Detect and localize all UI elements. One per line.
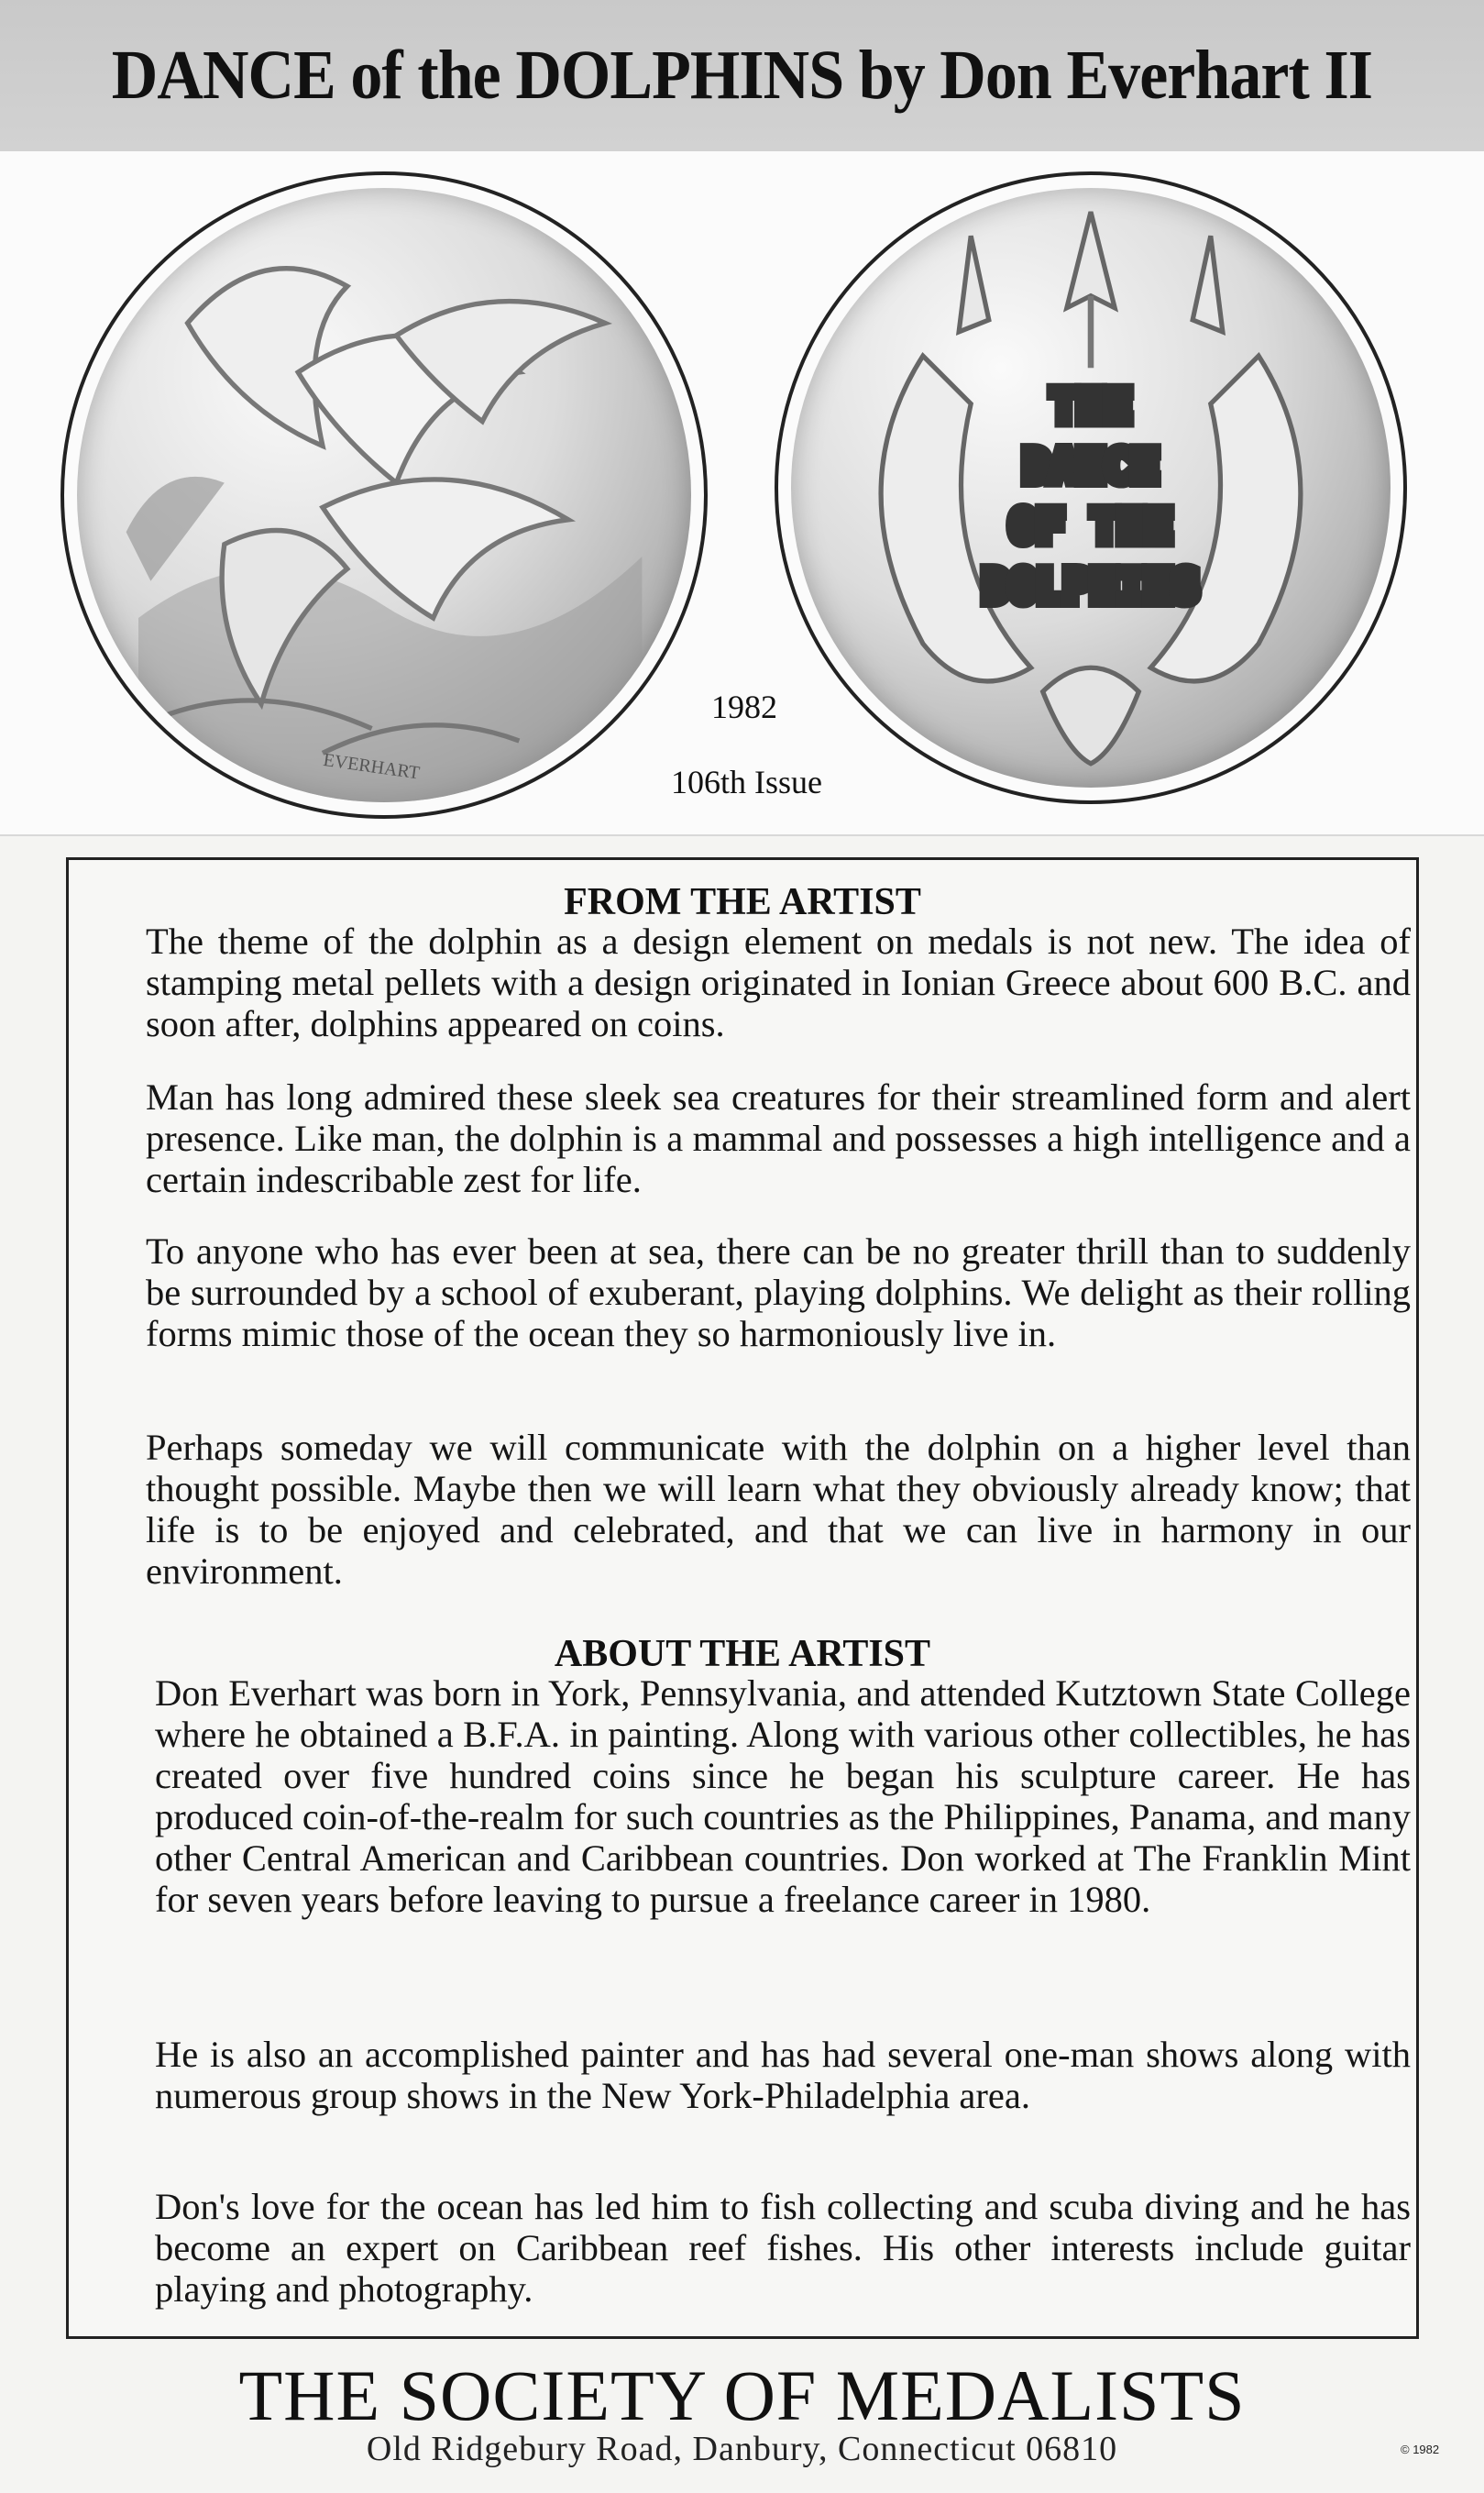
header-band <box>0 0 1484 151</box>
from-artist-paragraph-4: Perhaps someday we will communicate with the dolphin on a higher level than thought possible. Maybe then we will learn what they obviously already know; that life is to be enjoyed and celebrated, and that we can live in harmony in our environment. <box>146 1427 1411 1592</box>
society-address: Old Ridgebury Road, Danbury, Connecticut 06810 <box>366 2430 1118 2468</box>
obverse-medal <box>60 171 708 819</box>
obverse-signature: EVERHART <box>322 749 422 784</box>
trident-dolphins-relief <box>791 188 1391 788</box>
about-artist-paragraph-1: Don Everhart was born in York, Pennsylvania, and attended Kutztown State College where he obtained a B.F.A. in painting. Along with various other collectibles, he has created over five hundred coins since he began his sculpture career. He has produced coin-of-the-realm for such countries as the Philippines, Panama, and many other Central American and Caribbean countries. Don worked at The Franklin Mint for seven years before leaving to pursue a freelance career in 1980. <box>155 1672 1411 1920</box>
from-artist-heading: FROM THE ARTIST <box>564 881 921 923</box>
reverse-medal <box>775 171 1407 804</box>
reverse-inscription-line-1: THE <box>1050 380 1132 434</box>
medal-issue: 106th Issue <box>671 764 822 800</box>
fold-line <box>0 834 1484 836</box>
society-name: THE SOCIETY OF MEDALISTS <box>238 2355 1246 2435</box>
text-box <box>66 857 1419 2339</box>
about-artist-heading: ABOUT THE ARTIST <box>554 1633 931 1675</box>
copyright-mark: © 1982 <box>1401 2443 1440 2456</box>
from-artist-paragraph-3: To anyone who has ever been at sea, there can be no greater thrill than to suddenly be surrounded by a school of exuberant, playing dolphins. We delight as their rolling forms mimic those of the ocean they so harmoniously live in. <box>146 1230 1411 1354</box>
reverse-inscription-line-4: DOLPHINS <box>982 559 1200 613</box>
reverse-medal-face <box>791 188 1391 788</box>
about-artist-paragraph-3: Don's love for the ocean has led him to fish collecting and scuba diving and he has become an expert on Caribbean reef fishes. His other interests include guitar playing and photography. <box>155 2186 1411 2310</box>
reverse-inscription-line-3: OF THE <box>1009 499 1172 553</box>
obverse-medal-face <box>77 188 691 802</box>
from-artist-paragraph-2: Man has long admired these sleek sea creatures for their streamlined form and alert presence. Like man, the dolphin is a mammal and possesses a high intelligence and a certain indescribable zest for life. <box>146 1076 1411 1200</box>
reverse-inscription-line-2: DANCE <box>1023 439 1159 493</box>
medal-year: 1982 <box>711 689 777 725</box>
medals-panel <box>0 151 1484 834</box>
dolphins-relief <box>77 188 691 802</box>
from-artist-paragraph-1: The theme of the dolphin as a design element on medals is not new. The idea of stamping metal pellets with a design originated in Ionian Greece about 600 B.C. and soon after, dolphins appeared on coins. <box>146 921 1411 1044</box>
page-title: DANCE of the DOLPHINS by Don Everhart II <box>111 37 1373 114</box>
about-artist-paragraph-2: He is also an accomplished painter and has had several one-man shows along with numerous group shows in the New York-Philadelphia area. <box>155 2034 1411 2116</box>
